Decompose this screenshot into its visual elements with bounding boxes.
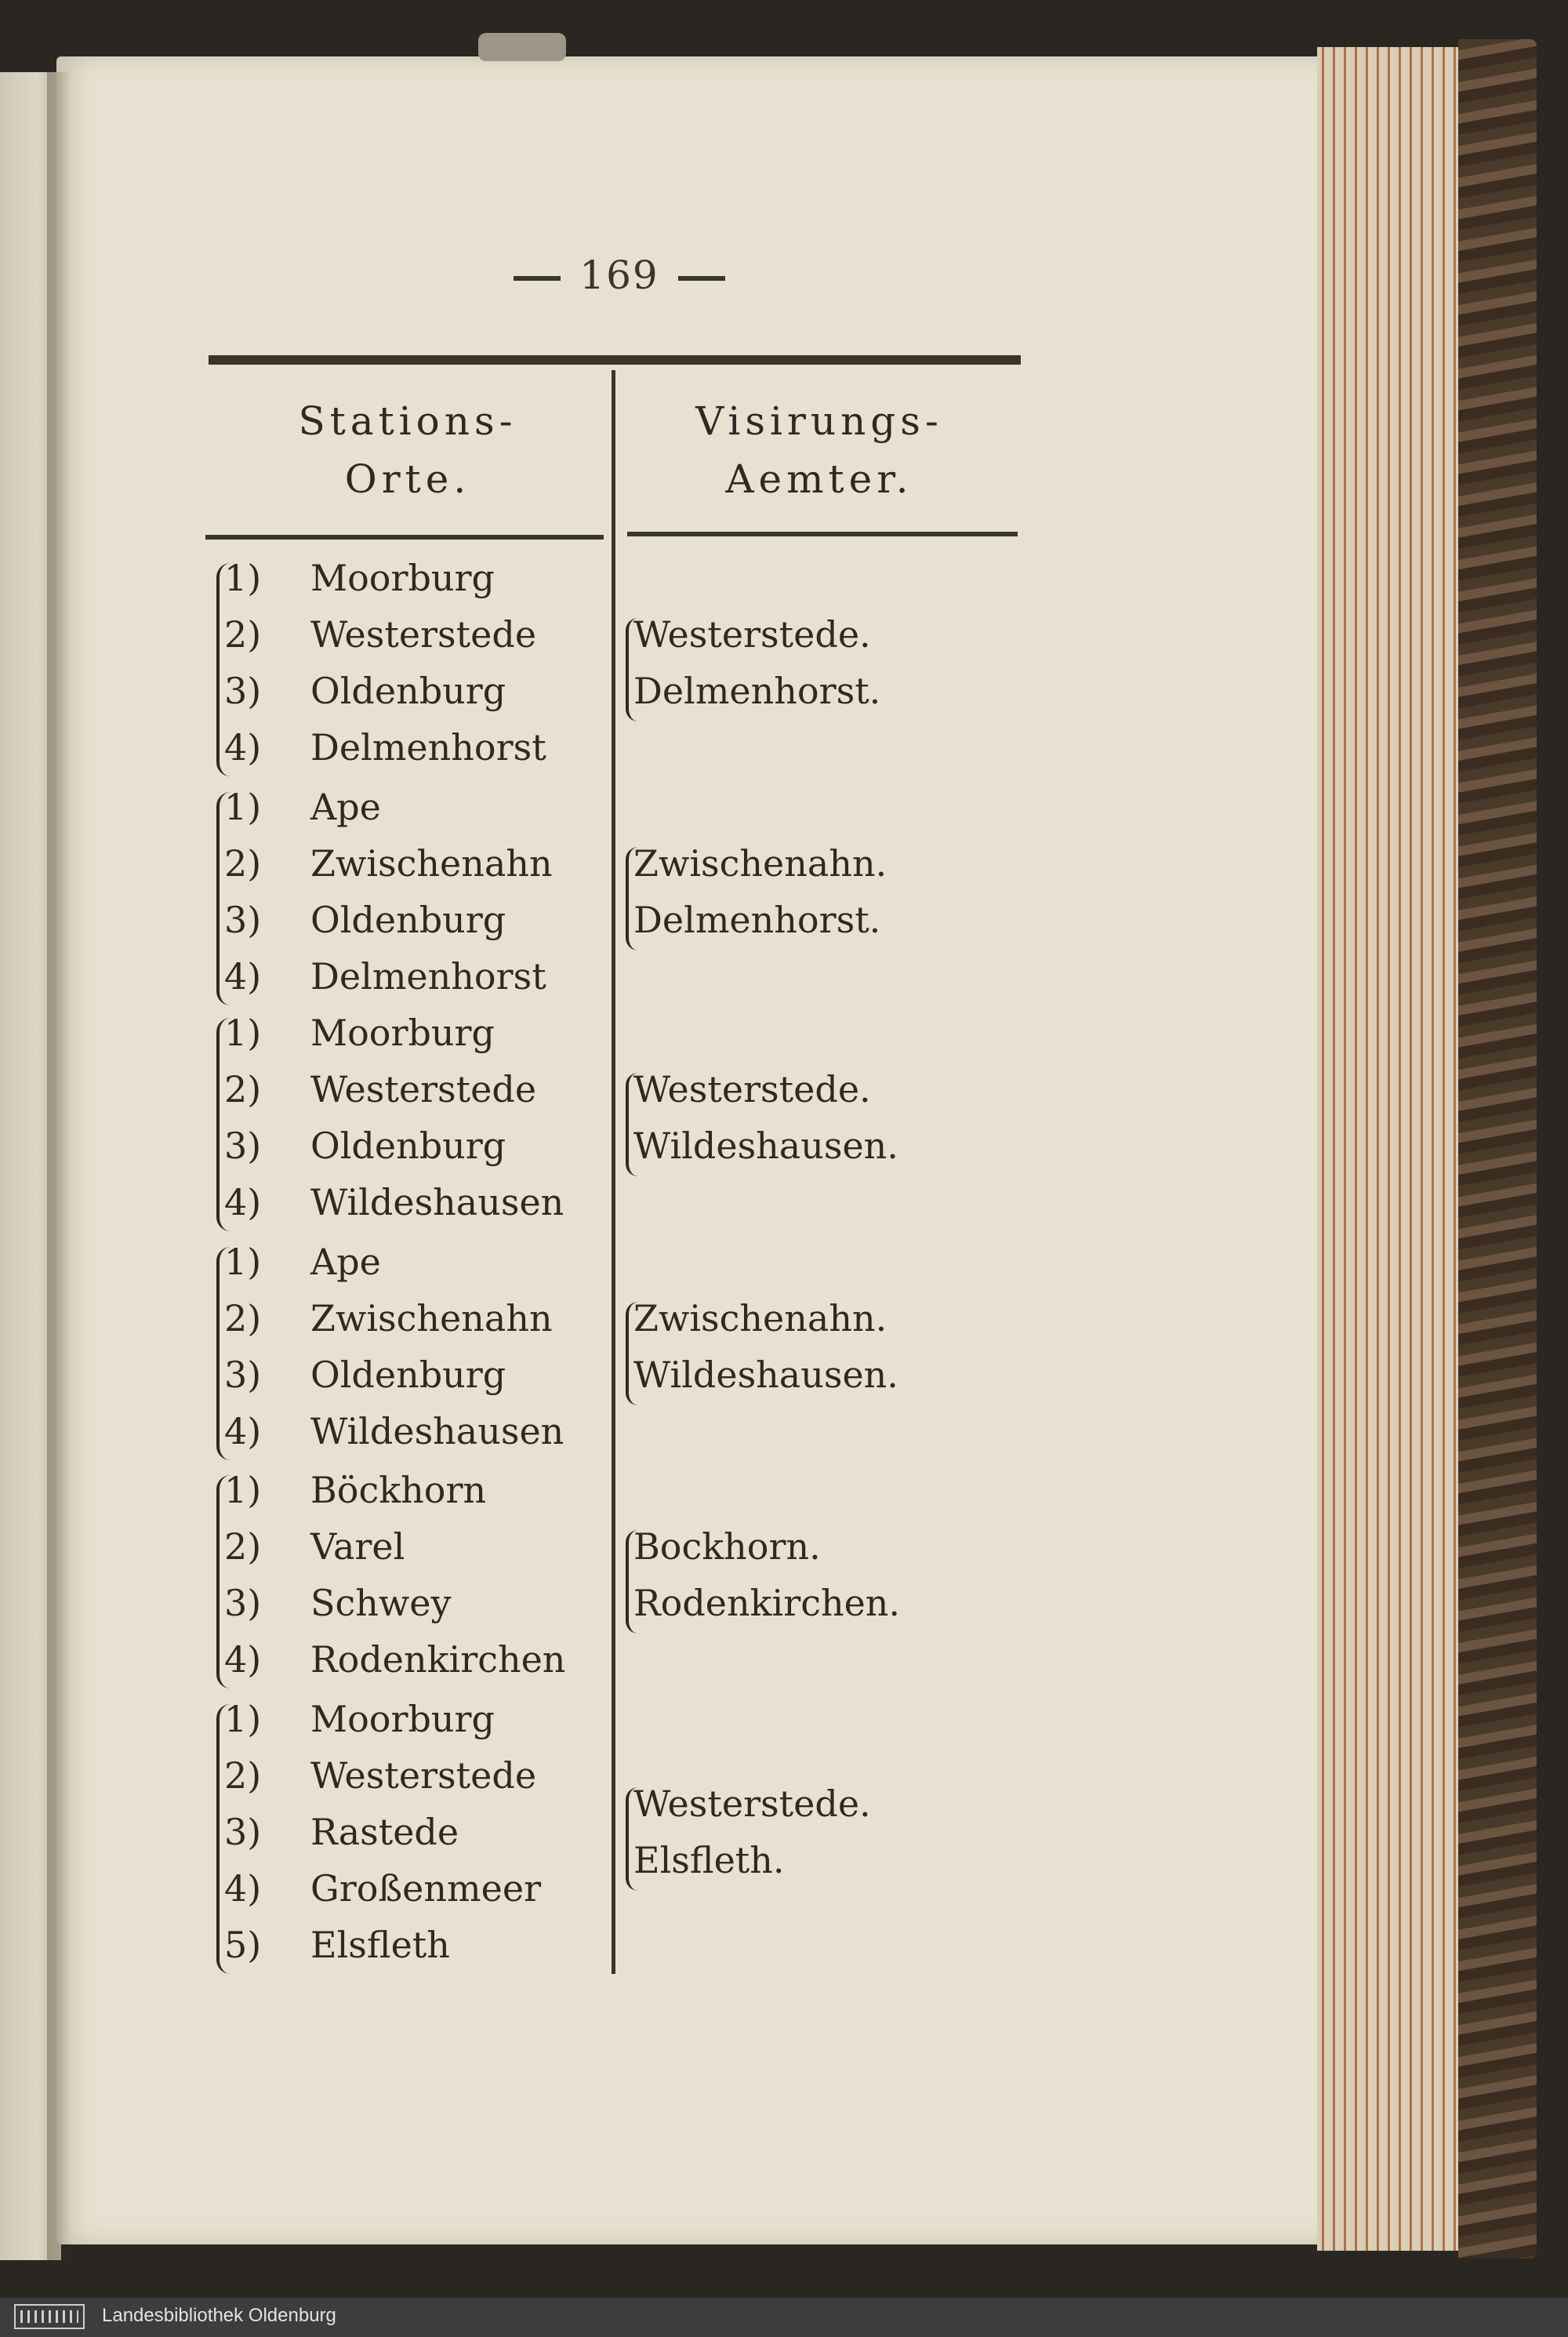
route-group (212, 557, 1035, 783)
header-offices-line1: Visirungs- (695, 398, 943, 444)
station-number: 4) (224, 1410, 262, 1452)
station-row (212, 613, 536, 668)
office-name: Westerstede. (633, 1783, 871, 1825)
route-group (212, 786, 1035, 1012)
station-name: Oldenburg (310, 1125, 506, 1167)
route-group (212, 1698, 1035, 1980)
station-number: 5) (224, 1924, 262, 1966)
station-name: Oldenburg (310, 670, 506, 712)
station-name: Zwischenahn (310, 1297, 553, 1339)
station-number: 1) (224, 1241, 262, 1283)
header-offices-line2: Aemter. (725, 456, 913, 502)
station-number: 1) (224, 786, 262, 828)
page-number (470, 253, 768, 307)
library-logo-icon (14, 2304, 85, 2329)
header-rule-left (205, 535, 604, 540)
station-name: Varel (310, 1525, 405, 1568)
station-row (212, 1698, 495, 1753)
office-name: Westerstede. (633, 1068, 871, 1110)
station-number: 4) (224, 1181, 262, 1223)
station-number: 4) (224, 955, 262, 998)
header-offices (627, 392, 1011, 508)
station-number: 4) (224, 726, 262, 769)
station-row (212, 1068, 536, 1123)
route-group (212, 1241, 1035, 1467)
station-row (212, 786, 381, 841)
table-top-rule (209, 355, 1021, 365)
book-gutter (47, 72, 71, 2260)
station-name: Westerstede (310, 1068, 537, 1110)
header-stations (212, 392, 604, 508)
station-number: 4) (224, 1638, 262, 1681)
header-rule-right (627, 532, 1018, 536)
station-number: 3) (224, 670, 262, 712)
station-number: 2) (224, 842, 262, 885)
footer-institution: Landesbibliothek Oldenburg (102, 2305, 336, 2326)
office-name: Zwischenahn. (633, 1297, 887, 1339)
station-row (212, 1125, 506, 1179)
station-row (212, 726, 546, 781)
station-number: 1) (224, 557, 262, 599)
station-name: Zwischenahn (310, 842, 553, 885)
station-number: 3) (224, 1811, 262, 1853)
station-row (212, 1469, 486, 1524)
bookmark-clip (478, 33, 566, 61)
route-group (212, 1012, 1035, 1238)
station-name: Rastede (310, 1811, 459, 1853)
station-row (212, 1012, 495, 1067)
station-name: Moorburg (310, 1012, 495, 1054)
station-row (212, 1410, 564, 1465)
station-number: 3) (224, 1582, 262, 1624)
station-row (212, 899, 506, 954)
station-row (212, 557, 495, 612)
book-cover (1458, 39, 1537, 2259)
station-name: Schwey (310, 1582, 452, 1624)
header-stations-line2: Orte. (344, 456, 471, 502)
header-stations-line1: Stations- (298, 398, 517, 444)
station-row (212, 1638, 565, 1693)
office-name: Wildeshausen. (633, 1125, 898, 1167)
station-number: 2) (224, 1525, 262, 1568)
station-name: Westerstede (310, 613, 537, 656)
station-name: Delmenhorst (310, 726, 546, 769)
station-row (212, 955, 546, 1010)
station-number: 2) (224, 613, 262, 656)
station-row (212, 842, 553, 897)
station-name: Ape (310, 786, 381, 828)
station-name: Oldenburg (310, 899, 506, 941)
office-name: Bockhorn. (633, 1525, 821, 1568)
page-number-text: 169 (579, 253, 659, 298)
station-row (212, 670, 506, 725)
station-number: 3) (224, 1125, 262, 1167)
route-group (212, 1469, 1035, 1695)
station-number: 1) (224, 1469, 262, 1511)
station-name: Oldenburg (310, 1354, 506, 1396)
station-number: 2) (224, 1754, 262, 1797)
station-row (212, 1811, 459, 1866)
station-number: 4) (224, 1867, 262, 1910)
station-name: Delmenhorst (310, 955, 546, 998)
office-name: Delmenhorst. (633, 670, 881, 712)
station-name: Moorburg (310, 1698, 495, 1740)
station-row (212, 1297, 553, 1352)
station-row (212, 1181, 564, 1236)
station-number: 2) (224, 1297, 262, 1339)
station-number: 1) (224, 1012, 262, 1054)
station-row (212, 1924, 450, 1979)
station-row (212, 1354, 506, 1408)
station-name: Rodenkirchen (310, 1638, 566, 1681)
station-number: 1) (224, 1698, 262, 1740)
station-name: Ape (310, 1241, 381, 1283)
office-name: Wildeshausen. (633, 1354, 898, 1396)
station-number: 3) (224, 1354, 262, 1396)
station-name: Elsfleth (310, 1924, 450, 1966)
dash-right (678, 276, 725, 281)
station-number: 2) (224, 1068, 262, 1110)
office-name: Westerstede. (633, 613, 871, 656)
station-row (212, 1525, 405, 1580)
station-row (212, 1582, 452, 1637)
station-row (212, 1241, 381, 1296)
dash-left (514, 276, 561, 281)
station-name: Großenmeer (310, 1867, 542, 1910)
station-name: Westerstede (310, 1754, 537, 1797)
station-name: Moorburg (310, 557, 495, 599)
office-name: Rodenkirchen. (633, 1582, 901, 1624)
station-number: 3) (224, 899, 262, 941)
station-name: Wildeshausen (310, 1181, 564, 1223)
station-row (212, 1867, 541, 1922)
station-name: Wildeshausen (310, 1410, 564, 1452)
office-name: Delmenhorst. (633, 899, 881, 941)
page-edges (1317, 47, 1474, 2251)
office-name: Elsfleth. (633, 1839, 785, 1881)
office-name: Zwischenahn. (633, 842, 887, 885)
station-name: Böckhorn (310, 1469, 487, 1511)
station-row (212, 1754, 536, 1809)
